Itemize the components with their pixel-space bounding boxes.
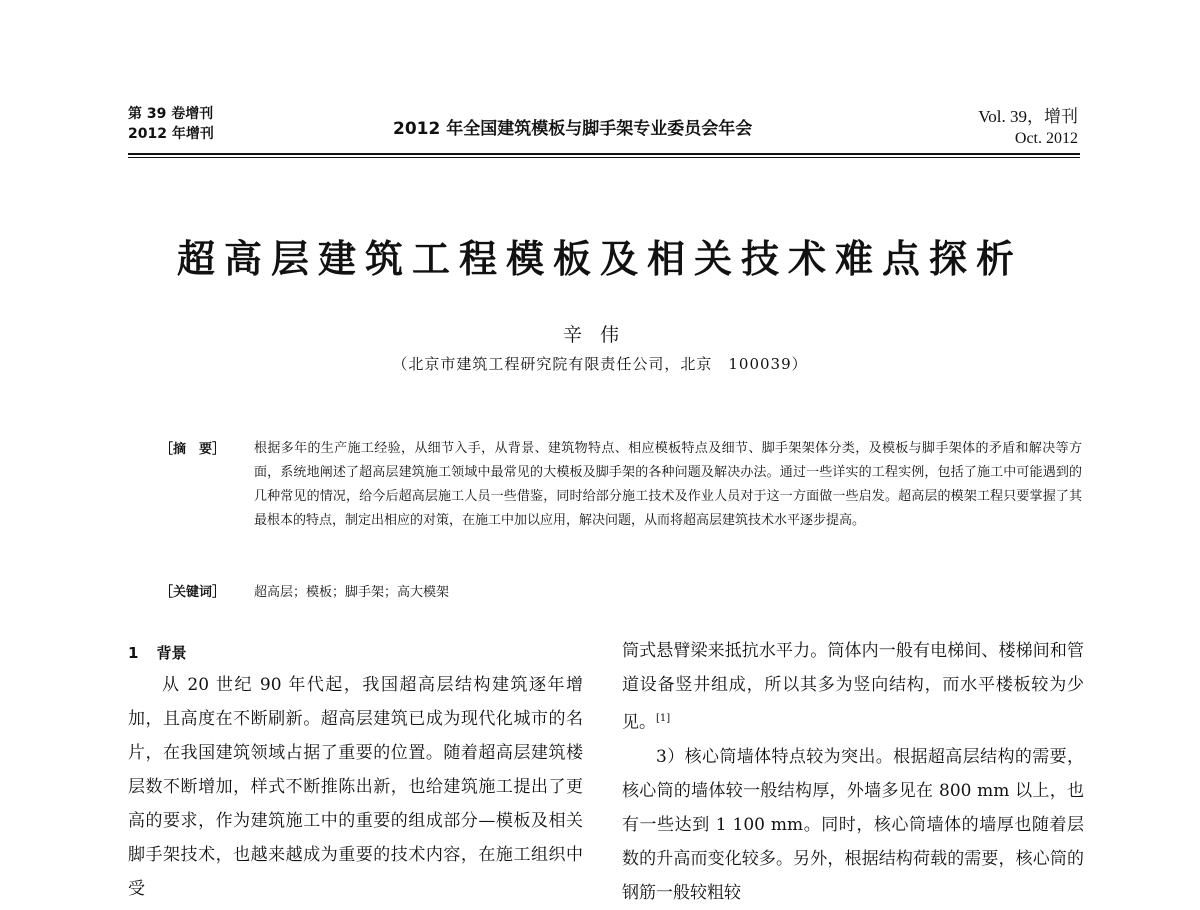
left-column <box>128 668 583 906</box>
author-name: 辛伟 <box>562 324 637 346</box>
paragraph-text: 筒式悬臂梁来抵抗水平力。筒体内一般有电梯间、楼梯间和管道设备竖井组成，所以其多为竖向结构，而水平楼板较为少见。 <box>622 641 1084 733</box>
right-column <box>622 634 1084 910</box>
header-rule-thin <box>128 157 1080 158</box>
abstract-label: ［摘 要］ <box>160 442 226 457</box>
citation-ref: [1] <box>656 713 671 724</box>
section-heading <box>128 642 186 663</box>
section-number: 1 <box>128 644 139 662</box>
journal-year-cn: 2012 年增刊 <box>128 126 214 142</box>
header-rule-thick <box>128 153 1080 155</box>
keywords-text: 超高层；模板；脚手架；高大模架 <box>254 585 450 600</box>
body-paragraph: 从 20 世纪 90 年代起，我国超高层结构建筑逐年增加，且高度在不断刷新。超高层建筑已成为现代化城市的名片，在我国建筑领域占据了重要的位置。随着超高层建筑楼层数不断增加，样式不断推陈出新，也给建筑施工提出了更高的要求，作为建筑施工中的重要的组成部分—模板及相关脚手架技术，也越来越成为重要的技术内容，在施工组织中受 <box>128 675 583 899</box>
paper-title: 超高层建筑工程模板及相关技术难点探析 <box>176 237 1023 281</box>
section-title: 背景 <box>156 644 187 662</box>
journal-volume-cn: 第 39 卷增刊 <box>128 106 214 122</box>
keywords-label: ［关键词］ <box>160 585 226 600</box>
journal-volume-en <box>978 106 1078 150</box>
abstract-text: 根据多年的生产施工经验，从细节入手，从背景、建筑物特点、相应模板特点及细节、脚手架架体分类，及模板与脚手架体的矛盾和解决等方面，系统地阐述了超高层建筑施工领域中最常见的大模板及脚手架的各种问题及解决办法。通过一些详实的工程实例，包括了施工中可能遇到的几种常见的情况，给今后超高层施工人员一些借鉴，同时给部分施工技术及作业人员对于这一方面做一些启发。超高层的模架工程只要掌握了其最根本的特点，制定出相应的对策，在施工中加以应用，解决问题，从而将超高层建筑技术水平逐步提高。 <box>254 441 1082 528</box>
author-affiliation: （北京市建筑工程研究院有限责任公司，北京 100039） <box>392 355 808 373</box>
body-paragraph: 3）核心筒墙体特点较为突出。根据超高层结构的需要，核心筒的墙体较一般结构厚，外墙多见在 800 mm 以上，也有一些达到 1 100 mm。同时，核心筒墙体的墙厚也随着层数的升高而变化较多。另外，根据结构荷载的需要，核心筒的钢筋一般较粗较 <box>622 746 1084 903</box>
body-paragraph <box>622 634 1084 740</box>
journal-volume <box>128 104 214 144</box>
volume-en: Vol. 39，增刊 <box>978 107 1078 126</box>
conference-title: 2012 年全国建筑模板与脚手架专业委员会年会 <box>393 119 753 139</box>
date-en: Oct. 2012 <box>1014 130 1078 147</box>
